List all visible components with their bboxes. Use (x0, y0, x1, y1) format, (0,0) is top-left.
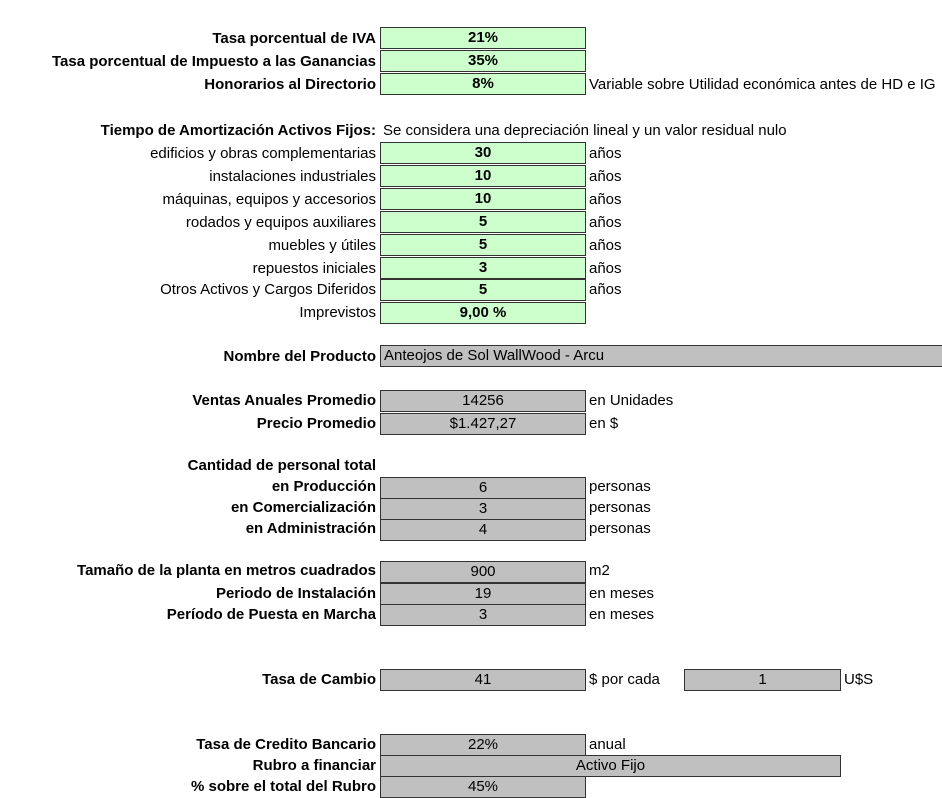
amort-label-muebles: muebles y útiles (268, 237, 376, 254)
amort-input-edificios[interactable]: 30 (380, 142, 586, 164)
amort-unit: años (589, 145, 622, 162)
instalacion-input[interactable]: 19 (380, 583, 586, 605)
imprevistos-label: Imprevistos (299, 304, 376, 321)
cambio-input[interactable]: 41 (380, 669, 586, 691)
credito-tasa-input[interactable]: 22% (380, 734, 586, 756)
amort-label-edificios: edificios y obras complementarias (150, 145, 376, 162)
amort-label-repuestos: repuestos iniciales (252, 260, 376, 277)
cambio-mid-text: $ por cada (589, 671, 660, 688)
personal-input-produccion[interactable]: 6 (380, 477, 586, 499)
pct-rubro-input[interactable]: 45% (380, 776, 586, 798)
personal-label-comercializacion: en Comercialización (230, 499, 376, 516)
rubro-label: Rubro a financiar (252, 757, 376, 774)
amortizacion-note: Se considera una depreciación lineal y un valor residual nulo (383, 122, 787, 139)
cambio-unit: U$S (844, 671, 874, 688)
instalacion-label: Periodo de Instalación (215, 585, 376, 602)
marcha-unit: en meses (589, 606, 655, 623)
amort-label-maquinas: máquinas, equipos y accesorios (162, 191, 376, 208)
marcha-label: Período de Puesta en Marcha (166, 606, 376, 623)
producto-input[interactable]: Anteojos de Sol WallWood - Arcu (380, 345, 942, 367)
marcha-input[interactable]: 3 (380, 604, 586, 626)
personal-unit: personas (589, 478, 651, 495)
producto-label: Nombre del Producto (223, 348, 376, 365)
amort-input-muebles[interactable]: 5 (380, 234, 586, 256)
precio-unit: en $ (589, 415, 619, 432)
personal-input-administracion[interactable]: 4 (380, 519, 586, 541)
tamano-input[interactable]: 900 (380, 561, 586, 583)
personal-label-produccion: en Producción (271, 478, 376, 495)
ventas-unit: en Unidades (589, 392, 674, 409)
amort-label-instalaciones: instalaciones industriales (209, 168, 376, 185)
credito-tasa-label: Tasa de Credito Bancario (196, 736, 376, 753)
personal-title: Cantidad de personal total (187, 457, 376, 474)
ganancias-label: Tasa porcentual de Impuesto a las Ganancias (51, 53, 376, 70)
rubro-input[interactable]: Activo Fijo (380, 755, 841, 777)
amort-unit: años (589, 281, 622, 298)
precio-label: Precio Promedio (256, 415, 376, 432)
ventas-label: Ventas Anuales Promedio (192, 392, 376, 409)
iva-input[interactable]: 21% (380, 27, 586, 49)
amort-unit: años (589, 260, 622, 277)
tamano-unit: m2 (589, 562, 610, 579)
amort-input-repuestos[interactable]: 3 (380, 257, 586, 279)
honorarios-label: Honorarios al Directorio (204, 76, 376, 93)
instalacion-unit: en meses (589, 585, 655, 602)
imprevistos-input[interactable]: 9,00 % (380, 302, 586, 324)
pct-rubro-label: % sobre el total del Rubro (190, 778, 376, 795)
amort-label-rodados: rodados y equipos auxiliares (185, 214, 376, 231)
amortizacion-title: Tiempo de Amortización Activos Fijos: (100, 122, 376, 139)
amort-label-otros: Otros Activos y Cargos Diferidos (160, 281, 376, 298)
honorarios-input[interactable]: 8% (380, 73, 586, 95)
precio-input[interactable]: $1.427,27 (380, 413, 586, 435)
amort-input-rodados[interactable]: 5 (380, 211, 586, 233)
personal-input-comercializacion[interactable]: 3 (380, 498, 586, 520)
personal-unit: personas (589, 520, 651, 537)
credito-tasa-unit: anual (589, 736, 626, 753)
honorarios-note: Variable sobre Utilidad económica antes de HD e IG (589, 76, 936, 93)
amort-unit: años (589, 168, 622, 185)
ventas-input[interactable]: 14256 (380, 390, 586, 412)
personal-unit: personas (589, 499, 651, 516)
amort-unit: años (589, 191, 622, 208)
ganancias-input[interactable]: 35% (380, 50, 586, 72)
amort-unit: años (589, 214, 622, 231)
personal-label-administracion: en Administración (245, 520, 376, 537)
iva-label: Tasa porcentual de IVA (212, 30, 376, 47)
cambio-label: Tasa de Cambio (262, 671, 376, 688)
cambio-input-usd[interactable]: 1 (684, 669, 841, 691)
tamano-label: Tamaño de la planta en metros cuadrados (77, 562, 376, 579)
amort-unit: años (589, 237, 622, 254)
amort-input-instalaciones[interactable]: 10 (380, 165, 586, 187)
amort-input-otros[interactable]: 5 (380, 279, 586, 301)
amort-input-maquinas[interactable]: 10 (380, 188, 586, 210)
